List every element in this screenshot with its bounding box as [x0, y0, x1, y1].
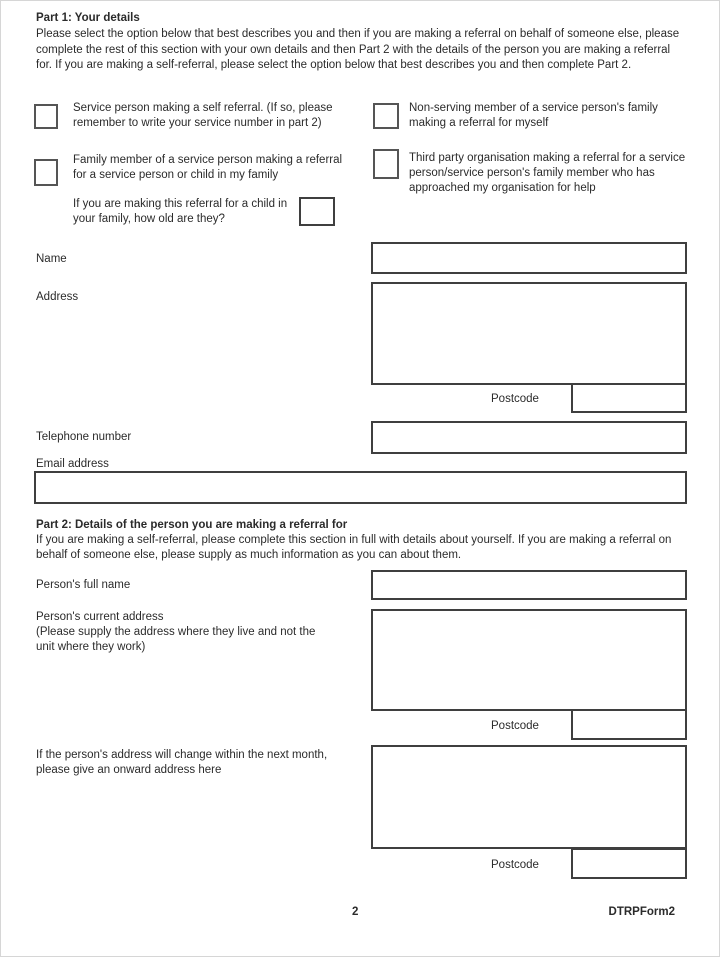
checkbox-service-person-self-referral[interactable]: [34, 104, 58, 129]
part1-heading: Part 1: Your details: [36, 12, 140, 24]
part2-heading: Part 2: Details of the person you are making a referral for: [36, 519, 348, 531]
person-full-name-input[interactable]: [371, 570, 687, 600]
address-label: Address: [36, 291, 79, 303]
postcode-input-1[interactable]: [571, 383, 687, 413]
postcode-label-3: Postcode: [491, 859, 539, 871]
option-label-service-person-self-referral: Service person making a self referral. (If so, please remember to write your service number in part 2): [73, 102, 333, 129]
checkbox-third-party-organisation[interactable]: [373, 149, 399, 179]
child-age-input[interactable]: [299, 197, 335, 226]
postcode-label-2: Postcode: [491, 720, 539, 732]
option-label-third-party-organisation: Third party organisation making a referral for a service person/service person's family member who has approached my organisation for help: [409, 152, 686, 194]
onward-address-label: If the person's address will change within the next month, please give an onward address here: [36, 749, 328, 776]
child-age-question: If you are making this referral for a child in your family, how old are they?: [73, 198, 288, 225]
postcode-input-2[interactable]: [571, 709, 687, 740]
option-label-non-serving-family-member: Non-serving member of a service person's family making a referral for myself: [409, 102, 658, 129]
part2-intro: If you are making a self-referral, please complete this section in full with details about yourself. If you are making a referral on behalf of someone else, please supply as much information as you can about them.: [36, 534, 672, 561]
checkbox-family-member[interactable]: [34, 159, 58, 186]
email-input[interactable]: [34, 471, 687, 504]
option-label-family-member: Family member of a service person making a referral for a service person or child in my family: [73, 154, 343, 181]
person-current-address-note: (Please supply the address where they live and not the unit where they work): [36, 626, 316, 653]
postcode-input-3[interactable]: [571, 848, 687, 879]
name-label: Name: [36, 253, 67, 265]
telephone-input[interactable]: [371, 421, 687, 454]
checkbox-non-serving-family-member[interactable]: [373, 103, 399, 129]
person-full-name-label: Person's full name: [36, 579, 131, 591]
address-input[interactable]: [371, 282, 687, 385]
footer-form-id: DTRPForm2: [608, 906, 675, 918]
person-current-address-label: Person's current address: [36, 611, 164, 623]
telephone-label: Telephone number: [36, 431, 132, 443]
person-current-address-input[interactable]: [371, 609, 687, 711]
part1-intro: Please select the option below that best describes you and then if you are making a referral on behalf of someone else, please complete the rest of this section with your own details and then Part 2 with the details of the person you are making a referral for. If you are making a self-referral, please select the option below that best describes you and then complete Part 2.: [36, 28, 680, 71]
name-input[interactable]: [371, 242, 687, 274]
email-label: Email address: [36, 458, 109, 470]
onward-address-input[interactable]: [371, 745, 687, 849]
footer-page-number: 2: [352, 906, 359, 918]
postcode-label-1: Postcode: [491, 393, 539, 405]
